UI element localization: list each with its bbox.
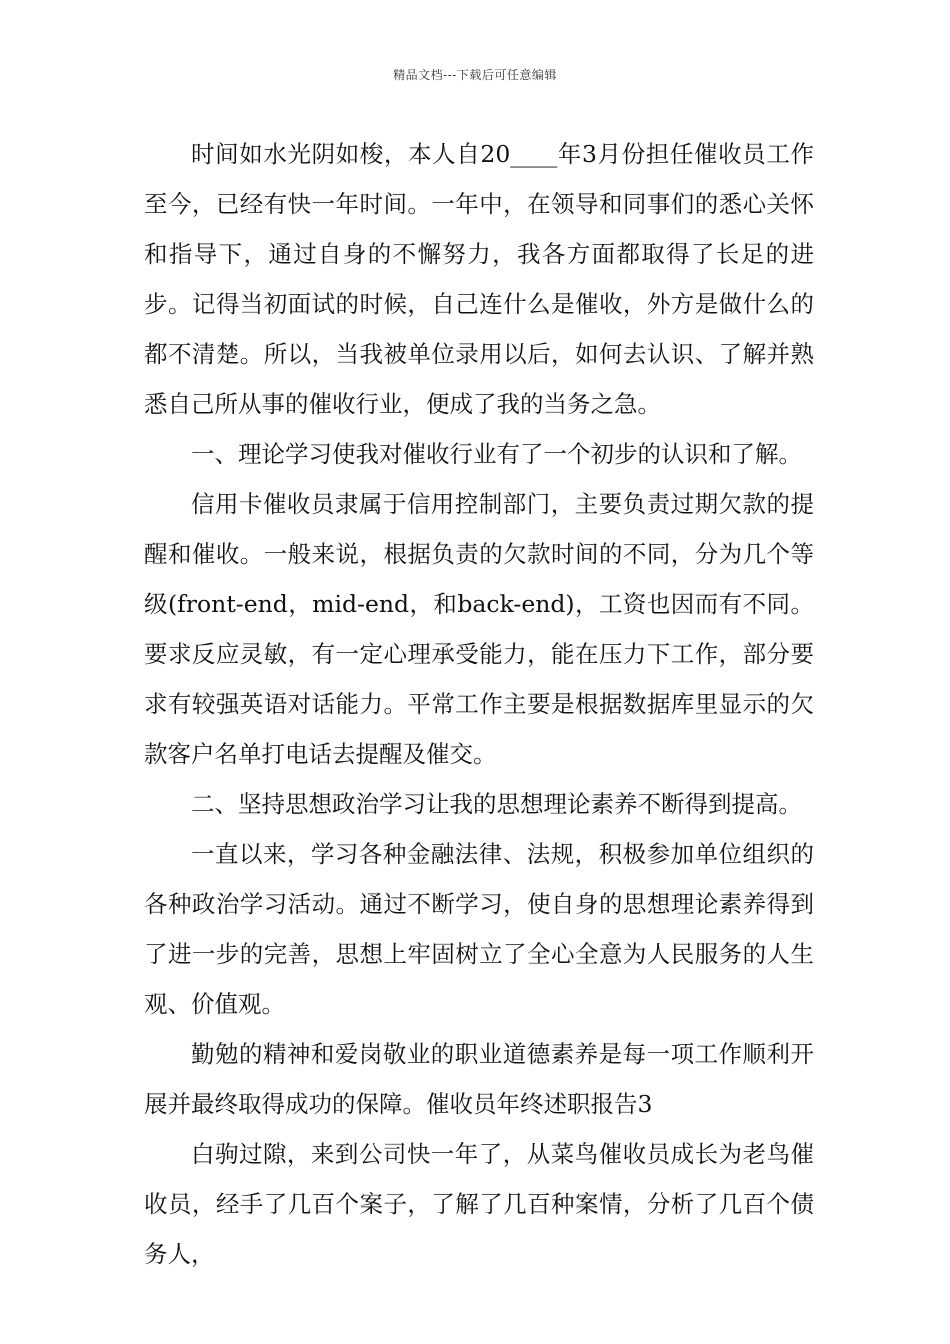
- paragraph-political-study: 一直以来，学习各种金融法律、法规，积极参加单位组织的各种政治学习活动。通过不断学习，使自身的思想理论素养得到了进一步的完善，思想上牢固树立了全心全意为人民服务的人生观、价值观。: [144, 840, 814, 1018]
- page-header: 精品文档---下载后可任意编辑: [393, 68, 557, 82]
- paragraph-heading-1: 一、理论学习使我对催收行业有了一个初步的认识和了解。: [191, 440, 802, 468]
- paragraph-report-3: 白驹过隙，来到公司快一年了，从菜鸟催收员成长为老鸟催收员，经手了几百个案子，了解了几百种案情，分析了几百个债务人，: [144, 1140, 814, 1268]
- paragraph-intro: 时间如水光阴如梭，本人自20____年3月份担任催收员工作至今，已经有快一年时间。一年中，在领导和同事们的悉心关怀和指导下，通过自身的不懈努力，我各方面都取得了长足的进步。记得当初面试的时候，自己连什么是催收，外方是做什么的都不清楚。所以，当我被单位录用以后，如何去认识、了解并熟悉自己所从事的催收行业，便成了我的当务之急。: [144, 140, 814, 418]
- paragraph-diligence: 勤勉的精神和爱岗敬业的职业道德素养是每一项工作顺利开展并最终取得成功的保障。催收员年终述职报告3: [144, 1040, 814, 1118]
- paragraph-heading-2: 二、坚持思想政治学习让我的思想理论素养不断得到提高。: [191, 790, 802, 818]
- document-body: [144, 129, 814, 1279]
- paragraph-credit-card-collector: 信用卡催收员隶属于信用控制部门，主要负责过期欠款的提醒和催收。一般来说，根据负责的欠款时间的不同，分为几个等级(front-end，mid-end，和back-end)，工资也因而有不同。要求反应灵敏，有一定心理承受能力，能在压力下工作，部分要求有较强英语对话能力。平常工作主要是根据数据库里显示的欠款客户名单打电话去提醒及催交。: [144, 490, 814, 768]
